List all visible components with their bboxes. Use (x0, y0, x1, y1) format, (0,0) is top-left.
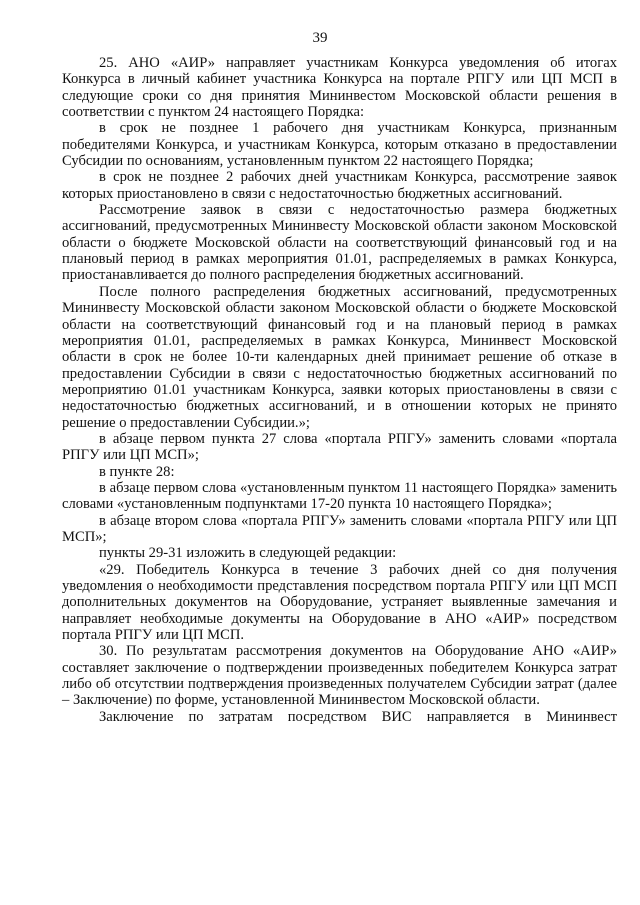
paragraph-25: 25. АНО «АИР» направляет участникам Конкурса уведомления об итогах Конкурса в личный кабинет участника Конкурса на портале РПГУ или ЦП МСП в следующие сроки со дня принятия Мининвестом Московской области решения в соответствии с пунктом 24 настоящего Порядка: (62, 55, 617, 121)
paragraph-item-27: в абзаце первом пункта 27 слова «портала РПГУ» заменить словами «портала РПГУ или ЦП МСП»; (62, 430, 617, 464)
paragraph-deadline-2-days: в срок не позднее 2 рабочих дней участникам Конкурса, рассмотрение заявок которых приостановлено в связи с недостаточностью бюджетных ассигнований. (62, 169, 617, 202)
paragraph-30: 30. По результатам рассмотрения документов на Оборудование АНО «АИР» составляет заключение о подтверждении произведенных победителем Конкурса затрат либо об отсутствии подтверждения произведенных получателем Субсидии затрат (далее – Заключение) по форме, установленной Мининвестом Московской области. (62, 643, 617, 709)
paragraph-conclusion: Заключение по затратам посредством ВИС направляется в Мининвест (99, 708, 617, 725)
document-body (62, 55, 617, 725)
paragraph-item-28-first: в абзаце первом слова «установленным пунктом 11 настоящего Порядка» заменить словами «установленным подпунктами 17-20 пункта 10 настоящего Порядка»; (62, 479, 617, 513)
paragraph-item-28-second: в абзаце втором слова «портала РПГУ» заменить словами «портала РПГУ или ЦП МСП»; (62, 512, 617, 545)
paragraph-suspension: Рассмотрение заявок в связи с недостаточностью размера бюджетных ассигнований, предусмотренных Мининвесту Московской области законом Московской области о бюджете Московской области на соответствующий финансовый год и на плановый период в рамках мероприятия 01.01, распределяемых в рамках Конкурса, приостанавливается до полного распределения бюджетных ассигнований. (62, 202, 617, 284)
paragraph-29: «29. Победитель Конкурса в течение 3 рабочих дней со дня получения уведомления о необходимости представления посредством портала РПГУ или ЦП МСП дополнительных документов на Оборудование, устраняет выявленные замечания и направляет необходимые документы на Оборудование в АНО «АИР» посредством портала РПГУ или ЦП МСП. (62, 561, 617, 644)
paragraph-items-29-31-heading: пункты 29-31 изложить в следующей редакции: (99, 545, 397, 562)
paragraph-item-28-heading: в пункте 28: (99, 463, 175, 480)
paragraph-deadline-1-day: в срок не позднее 1 рабочего дня участникам Конкурса, признанным победителями Конкурса, и участникам Конкурса, которым отказано в предоставлении Субсидии по основаниям, установленным пунктом 22 настоящего Порядка; (62, 120, 617, 170)
page-number: 39 (312, 30, 328, 46)
paragraph-after-distribution: После полного распределения бюджетных ассигнований, предусмотренных Мининвесту Московской области законом Московской области о бюджете Московской области на соответствующий финансовый год и на плановый период в рамках мероприятия 01.01, распределяемых в рамках Конкурса, Мининвест Московской области в срок не более 10-ти календарных дней принимает решение об отказе в предоставлении Субсидии в связи с недостаточностью бюджетных ассигнований по мероприятию 01.01 участникам Конкурса, заявки которых приостановлены в связи с недостаточностью бюджетных ассигнований, и в отношении которых не принято решение о предоставлении Субсидии.»; (62, 283, 617, 431)
